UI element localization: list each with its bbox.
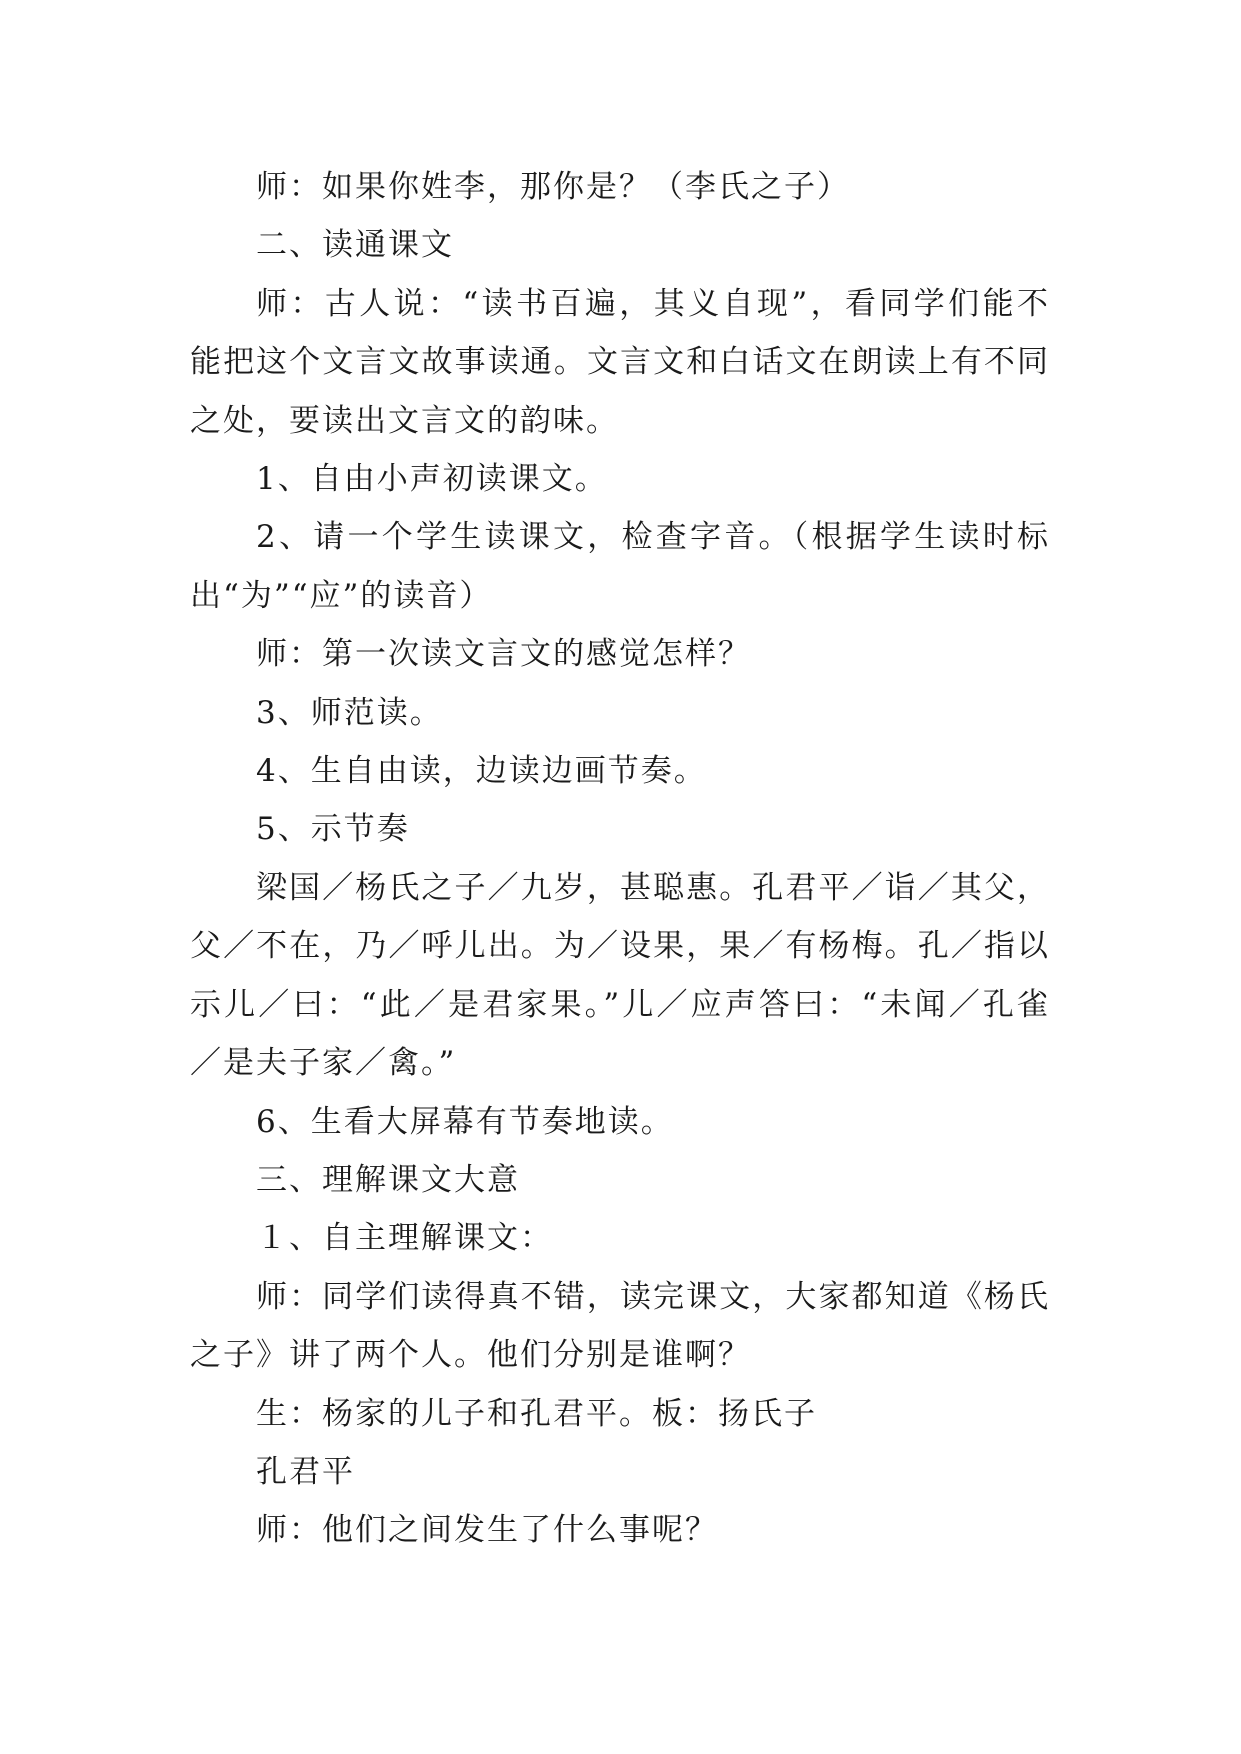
document-body: [190, 158, 1050, 1560]
step-4: 4、生自由读，边读边画节奏。: [256, 753, 707, 790]
section-heading-read-through: 二、读通课文: [256, 227, 454, 264]
paragraph-rhythm-text: 梁国／杨氏之子／九岁，甚聪惠。孔君平／诣／其父，父／不在，乃／呼儿出。为／设果，果／有杨梅。孔／指以示儿／曰：“此／是君家果。”儿／应声答曰：“未闻／孔雀／是夫子家／禽。”: [190, 869, 1050, 1082]
paragraph-teacher-who: 师：同学们读得真不错，读完课文，大家都知道《杨氏之子》讲了两个人。他们分别是谁啊？: [190, 1278, 1050, 1374]
step-6: 6、生看大屏幕有节奏地读。: [256, 1103, 674, 1140]
paragraph-teacher-feeling: 师：第一次读文言文的感觉怎样？: [256, 636, 751, 673]
step-2: 2、请一个学生读课文，检查字音。（根据学生读时标出“为”“应”的读音）: [190, 519, 1050, 614]
paragraph-student-answer: 生：杨家的儿子和孔君平。板：扬氏子: [256, 1395, 817, 1432]
section-heading-understand: 三、理解课文大意: [256, 1161, 520, 1198]
step-3: 3、师范读。: [256, 694, 443, 731]
paragraph-board-note: 孔君平: [256, 1453, 355, 1490]
paragraph-teacher-question: 师：如果你姓李，那你是？（李氏之子）: [256, 169, 850, 205]
step-1: 1、自由小声初读课文。: [256, 461, 608, 498]
step-5: 5、示节奏: [256, 811, 410, 848]
paragraph-teacher-intro: 师：古人说：“读书百遍，其义自现”，看同学们能不能把这个文言文故事读通。文言文和白话文在朗读上有不同之处，要读出文言文的韵味。: [190, 285, 1050, 439]
substep-1: １、自主理解课文：: [256, 1220, 553, 1257]
paragraph-teacher-what: 师：他们之间发生了什么事呢？: [256, 1512, 718, 1549]
